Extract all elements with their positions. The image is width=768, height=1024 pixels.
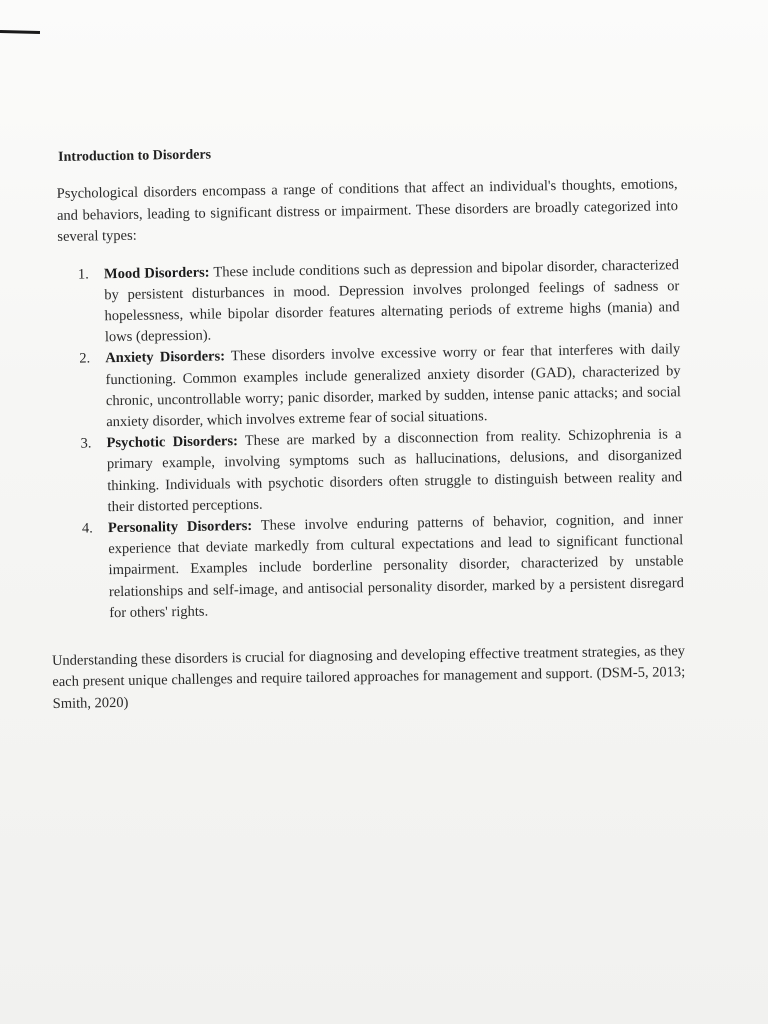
disorder-list bbox=[54, 255, 685, 625]
list-item bbox=[56, 424, 682, 519]
list-item-text: These involve enduring patterns of behavior, cognition, and inner experience that deviate markedly from cultural expectations and lead to significant functional impairment. Examples include borderline personality disorder, characterized by unstable relationships and self-image, and antisocial personality disorder, marked by a persistent disregard for others' rights. bbox=[108, 511, 684, 621]
document-content bbox=[52, 140, 686, 715]
intro-paragraph: Psychological disorders encompass a range of conditions that affect an individual's thoughts, emotions, and behaviors, leading to significant distress or impairment. These disorders are broadly categorized into several types: bbox=[56, 176, 679, 245]
list-item-title: Psychotic Disorders: bbox=[106, 433, 239, 452]
document-heading: Introduction to Disorders bbox=[57, 147, 212, 165]
list-item-text: These include conditions such as depression and bipolar disorder, characterized by persistent disturbances in mood. Depression involves prolonged feelings of sadness or hopelessness, while bipolar disorder features alternating periods of extreme highs (mania) and lows (depression). bbox=[104, 256, 680, 346]
list-item-title: Personality Disorders: bbox=[107, 517, 253, 537]
list-item-title: Mood Disorders: bbox=[103, 264, 210, 282]
list-item bbox=[58, 509, 685, 625]
conclusion-paragraph: Understanding these disorders is crucial for diagnosing and developing effective treatment strategies, as they each present unique challenges and require tailored approaches for management and support. (DSM-5, 2013; Smith, 2020) bbox=[51, 643, 686, 713]
page-edge-shadow bbox=[0, 30, 40, 34]
list-item-number: 4. bbox=[81, 520, 93, 537]
list-item-number: 2. bbox=[79, 350, 91, 367]
list-item bbox=[54, 255, 680, 350]
list-item bbox=[55, 339, 681, 434]
list-item-text: These disorders involve excessive worry or fear that interferes with daily functioning. Common examples include generalized anxiety disorder (GAD), characterized by chronic, uncontrollable worry; panic disorder, marked by sudden, intense panic attacks; and social anxiety disorder, which involves extreme fear of social situations. bbox=[105, 341, 682, 431]
list-item-text: These are marked by a disconnection from reality. Schizophrenia is a primary example, involving symptoms such as hallucinations, delusions, and disorganized thinking. Individuals with psychotic disorders often struggle to distinguish between reality and their distorted perceptions. bbox=[106, 426, 683, 515]
list-item-title: Anxiety Disorders: bbox=[105, 348, 226, 367]
list-item-number: 3. bbox=[80, 435, 92, 452]
list-item-number: 1. bbox=[77, 265, 89, 283]
